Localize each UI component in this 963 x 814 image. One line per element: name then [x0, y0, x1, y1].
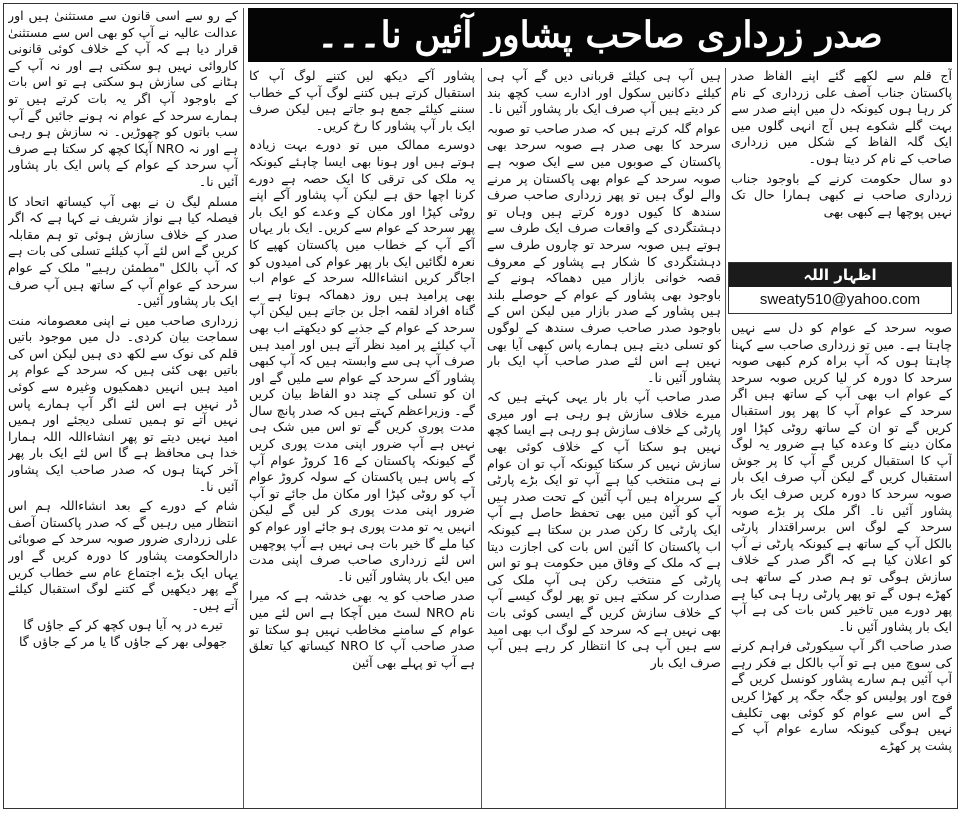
- column-divider: [481, 68, 482, 808]
- paragraph: مسلم لیگ ن نے بھی آپ کیساتھ اتحاد کا فیصلہ کیا ہے نواز شریف نے کہا ہے کہ اگر صدر کے خلاف سازش ہوئی تو ہم مقابلہ کریں گے اس لئے آپ کیلئے تسلی کی بات ہے کہ آپ بالکل "مطمئن رہیے" ملک کے عوام سرحد کے عوام آپ کے ساتھ ہیں آپ صرف ایک بار پشاور آئیں۔: [8, 193, 238, 309]
- paragraph: صدر صاحب کو یہ بھی خدشہ ہے کہ میرا نام NRO لسٹ میں آچکا ہے اس لئے میں عوام کے سامنے مخاطب نہیں ہو سکتا تو صدر صاحب آپ کا NRO کیساتھ کیا تعلق ہے آپ تو پہلے بھی آئین: [249, 588, 475, 670]
- paragraph: صوبہ سرحد کے عوام کو دل سے نہیں چاہتا ہے۔ میں تو زرداری صاحب سے کہنا چاہتا ہوں کہ آپ براہ کرم کبھی صوبہ سرحد کا دورہ کر لیا کریں صوبہ سرحد کے عوام اب بھی آپ کے ساتھ ہیں اگر سرحد کے عوام آپ کا پھر پور استقبال کریں گے تو ان کے ساتھ روٹی کپڑا اور مکان دینے کا وعدہ کیا ہے ضرور یہ لوگ آپ کا استقبال کریں گے آپ کا پر جوش استقبال کریں گے لیکن آپ صرف ایک بار صوبہ سرحد کا دورہ کریں صرف ایک بار پشاور آئیں نا۔ اگر ملک پر بڑے صوبہ سرحد کے لوگ اس برسراقتدار پارٹی بالکل آپ کے ساتھ ہے کیونکہ پارٹی نے آپ کو اعلان کیا ہے کہ اگر صدر کے خلاف سازش ہوگی تو ہم صدر کے ساتھ ہی کھڑے ہوں گے تو پھر پارٹی رہا ہی کیا ہے پھر دورے میں تاخیر کس بات کی ہے آپ ایک بار پشاور آئیں نا۔: [731, 320, 952, 634]
- column-divider: [243, 8, 244, 808]
- paragraph: پشاور آکے دیکھ لیں کتنے لوگ آپ کا استقبال کرتے ہیں کتنے لوگ آپ کے خطاب سننے کیلئے جمع ہو جاتے ہیں لیکن صرف ایک بار آپ پشاور کا رخ کریں۔: [249, 68, 475, 133]
- column-divider: [725, 68, 726, 808]
- verse-line: تیرے در پہ آیا ہوں کچھ کر کے جاؤں گا: [23, 617, 223, 633]
- article-column-1-bottom: [731, 320, 952, 808]
- author-byline: [728, 262, 952, 314]
- verse-line: جھولی بھر کے جاؤں گا یا مر کے جاؤں گا: [18, 633, 228, 649]
- author-name: اظہار اللہ: [729, 263, 951, 287]
- paragraph: عوام گلہ کرتے ہیں کہ صدر صاحب تو صوبہ سرحد کا بھی صدر ہے صوبہ سرحد بھی پاکستان کے صوبوں میں سے ایک صوبہ ہے صوبہ سرحد کے عوام بھی پاکستان پر مرنے والے لوگ ہیں تو پھر زرداری صاحب صرف سندھ کا کیوں دورہ کرتے ہیں وہاں تو دہشتگردی کے واقعات صرف ایک طرف سے ہوتے ہیں صوبہ سرحد تو چاروں طرف سے دہشتگردی کا شکار ہے پشاور کے معروف قصہ خوانی بازار میں دھماکہ ہونے کے باوجود بھی پشاور کے عوام کے حوصلے بلند ہیں پشاور کے صدر بازار میں لیکن اس کے باوجود صدر صاحب صرف سندھ کے لوگوں کو تسلی دیتے ہیں ہمارے پاس کبھی آیا بھی نہیں ہے اس لئے صدر صاحب آپ ایک بار پشاور آئیں نا۔: [487, 120, 721, 385]
- paragraph: آج قلم سے لکھے گئے اپنے الفاظ صدر پاکستان جناب آصف علی زرداری کے نام کر رہا ہوں کیونکہ دل میں اپنے صدر سے بہت گلے شکوے ہیں آج انہی گلوں میں ایک گلہ الفاظ کے شکل میں زرداری صاحب کے نام کر دیتا ہوں۔: [731, 68, 952, 166]
- paragraph: ہیں آپ ہی کیلئے قربانی دیں گے آپ ہی کیلئے دکانیں سکول اور ادارے سب کچھ بند کر دیتے ہیں آپ صرف ایک بار پشاور آئیں نا۔: [487, 68, 721, 117]
- article-column-2: [487, 68, 721, 808]
- author-email[interactable]: sweaty510@yahoo.com: [759, 291, 921, 308]
- paragraph: زرداری صاحب میں نے اپنی معصومانہ منت سماجت بیان کردی۔ دل میں موجود باتیں قلم کی نوک سے لکھ دی ہیں لیکن اس کی باتیں بھی کئی ہیں کہ سرحد کے عوام پر امید ہیں انہیں دھمکیوں وغیرہ سے کوئی ڈر نہیں ہے اس لئے اگر آپ ہمارے پاس نہیں آتے تو ہمیں تسلی دیجئے اور ہمیں امید نہیں دیتے تو پھر انشاءاللہ اللہ ہمارا خدا ہی محافظ ہے گا اس لئے ایک بار پھر آخر کہتا ہوں کہ صدر صاحب ایک پشاور آئیں نا۔: [8, 312, 238, 494]
- paragraph: شام کے دورے کے بعد انشاءاللہ ہم اس انتظار میں رہیں گے کہ صدر پاکستان آصف علی زرداری ضرور صوبہ سرحد کے صوبائی دارالحکومت پشاور کا دورہ کریں گے اور یہاں ایک بڑے اجتماع عام سے خطاب کریں گے پھر دیکھیں گے کتنے لوگ استقبال کیلئے آتے ہیں۔: [8, 498, 238, 613]
- paragraph: صدر صاحب آپ بار بار یہی کہتے ہیں کہ میرے خلاف سازش ہو رہی ہے اور میری پارٹی کے خلاف سازش ہو رہی ہے ایسا کچھ نہیں ہو سکتا آپ کے خلاف کوئی بھی سازش نہیں کر سکتا کیونکہ آپ تو ان عوام نے ہی منتخب کیا ہے آپ تو ایک بڑے پارٹی کے سربراہ ہیں آپ آئین کے تحت صدر ہیں آپ کو آئین میں بھی تحفظ حاصل ہے آپ ایک پارٹی کا رکن صدر بن سکتا ہے کیونکہ اب پاکستان کا آئین اس بات کی اجازت دیتا ہے کہ ملک کے وفاق میں حکومت ہو تو اس پارٹی کے منتخب رکن ہی آپ ملک کی صدارت کر سکتے ہیں تو پھر لوگ کیسے آپ کے خلاف سازش کریں گے ایسی کوئی بات بھی نہیں ہے کہ سرحد کے لوگ اب بھی امید سے ہیں آپ ہی کا انتظار کر رہے ہیں آپ صرف ایک بار: [487, 389, 721, 670]
- paragraph: دوسرے ممالک میں تو دورے بہت زیادہ ہوتے ہیں اور ہونا بھی ایسا چاہئے کیونکہ یہ ملک کی ترقی کا ایک حصہ ہے دورے کرنا اچھا حق ہے لیکن آپ پشاور آکے اپنے روٹی کپڑا اور مکان کے وعدے کو ایک بار پھر سرحد کے عوام سے کریں۔ ایک بار یہاں آکے آپ کے خطاب میں پاکستان کھپے کا نعرہ لگائیں ایک بار پھر عوام کی امیدوں کو اجاگر کریں انشاءاللہ سرحد کے عوام اب بھی پرامید ہیں روز دھماکہ ہوتا ہے بے گناہ افراد لقمہ اجل بن جاتے ہیں لیکن آپ سرحد کے عوام کے جذبے کو دیکھتے اب بھی آپ کیلئے پر امید نظر آتے ہیں اور امید ہیں صرف آپ ہی سے وابستہ ہیں کہ آپ کبھی پشاور آکے سرحد کے عوام سے ملیں گے اور ان کو تسلی کے چند دو الفاظ بیان کریں گے۔ وزیراعظم کہتے ہیں کہ صدر پانچ سال مدت پوری کریں گے تو اس میں شک ہی نہیں ہے آپ ضرور اپنی مدت پوری کریں گے کیونکہ پاکستان کے 16 کروڑ عوام آپ کے پاس ہیں پاکستان کے سولہ کروڑ عوام آپ کو روٹی کپڑا اور مکان مل جائے تو آپ ضرور اپنی مدت پوری کر لیں گے لیکن انہیں یہ تو مدت پوری ہو جائے اور عوام کو کیا ملے گا خیر بات ہی نہیں ہے آپ پوچھیں اس لئے زرداری صاحب صرف اپنی مدت میں ایک بار پشاور آئیں نا۔: [249, 137, 475, 584]
- paragraph: صدر صاحب اگر آپ سیکورٹی فراہم کرنے کی سوچ میں ہے تو آپ بالکل بے فکر رہے آپ آئیں ہم سارے پشاور کونسل کریں گے فوج اور پولیس کو جگہ جگہ پر کھڑا کریں گے اس سے عوام کو کوئی بھی تکلیف نہیں ہوگی کیونکہ سارے عوام آپ کے پشت پر کھڑے: [731, 638, 952, 753]
- article-headline: صدر زرداری صاحب پشاور آئیں نا۔۔۔: [248, 8, 952, 62]
- article-column-3: [249, 68, 475, 808]
- article-column-4: [8, 8, 238, 808]
- article-column-1-top: [731, 68, 952, 258]
- paragraph: دو سال حکومت کرنے کے باوجود جناب زرداری صاحب نے کبھی ہمارا حال تک نہیں پوچھا ہے کبھی بھی: [731, 170, 952, 219]
- paragraph: کے رو سے اسی قانون سے مستثنیٰ ہیں اور عدالت عالیہ نے آپ کو بھی اس سے مستثنیٰ قرار دیا ہے کہ آپ کے خلاف کوئی قانونی کاروائی نہیں ہو سکتی ہے اور نہ آپ کے ہٹانے کی سازش ہو سکتی ہے تو اس بات کے باوجود آپ اگر یہ بات کرتے ہیں تو ہمارے سرحد کے عوام نہ ہونے جائیں گے آپ سب باتوں کو چھوڑیں۔ نہ سازش ہو رہی ہے اور نہ NRO آپکا کچھ کر سکتا ہے صرف آپ سرحد کے عوام کے پاس ایک بار پشاور آئیں نا۔: [8, 8, 238, 189]
